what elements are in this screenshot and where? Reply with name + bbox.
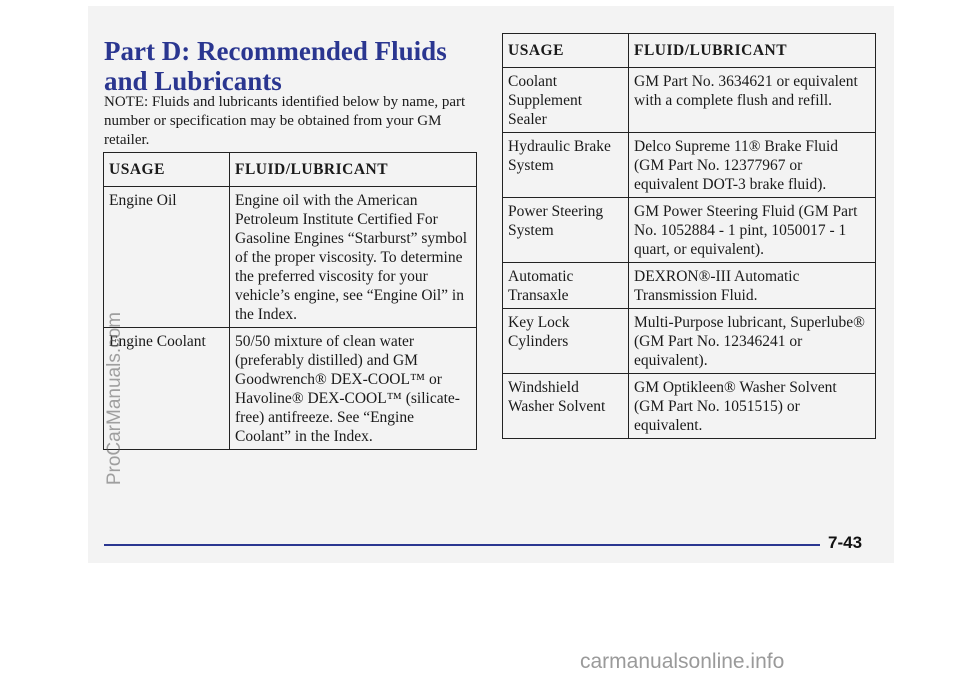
note-text: NOTE: Fluids and lubricants identified below by name, part number or specification may be obtained from your GM retailer. <box>104 94 466 148</box>
fluid-cell: Delco Supreme 11® Brake Fluid (GM Part No. 12377967 or equivalent DOT-3 brake fluid). <box>629 133 876 198</box>
fluid-cell: GM Part No. 3634621 or equivalent with a complete flush and refill. <box>629 68 876 133</box>
footer-rule <box>104 544 820 546</box>
side-watermark-text: ProCarManuals.com <box>104 312 125 486</box>
right-fluids-table <box>502 33 876 439</box>
table-row <box>503 263 876 309</box>
fluid-header: FLUID/LUBRICANT <box>230 153 477 187</box>
usage-cell: Windshield Washer Solvent <box>503 374 629 439</box>
table-header-row <box>503 34 876 68</box>
bottom-watermark: carmanualsonline.info <box>580 650 785 673</box>
left-fluids-table <box>103 152 477 450</box>
page-title: Part D: Recommended Fluids and Lubricants <box>104 36 447 96</box>
fluid-cell: DEXRON®-III Automatic Transmission Fluid. <box>629 263 876 309</box>
usage-cell: Engine Coolant <box>104 328 230 450</box>
usage-header: USAGE <box>104 153 230 187</box>
table-header-row <box>104 153 477 187</box>
table-row <box>503 198 876 263</box>
usage-cell: Power Steering System <box>503 198 629 263</box>
usage-cell: Key Lock Cylinders <box>503 309 629 374</box>
usage-header: USAGE <box>503 34 629 68</box>
table-row <box>104 328 477 450</box>
side-watermark <box>104 139 126 486</box>
usage-cell: Engine Oil <box>104 187 230 328</box>
fluid-cell: GM Power Steering Fluid (GM Part No. 1052884 - 1 pint, 1050017 - 1 quart, or equivalent). <box>629 198 876 263</box>
usage-cell: Automatic Transaxle <box>503 263 629 309</box>
usage-cell: Hydraulic Brake System <box>503 133 629 198</box>
table-row <box>503 68 876 133</box>
table-row <box>503 309 876 374</box>
fluid-header: FLUID/LUBRICANT <box>629 34 876 68</box>
table-row <box>104 187 477 328</box>
fluid-cell: Engine oil with the American Petroleum Institute Certified For Gasoline Engines “Starburst” symbol of the proper viscosity. To determine the preferred viscosity for your vehicle’s engine, see “Engine Oil” in the Index. <box>230 187 477 328</box>
usage-cell: Coolant Supplement Sealer <box>503 68 629 133</box>
fluid-cell: 50/50 mixture of clean water (preferably distilled) and GM Goodwrench® DEX-COOL™ or Havoline® DEX-COOL™ (silicate-free) antifreeze. See “Engine Coolant” in the Index. <box>230 328 477 450</box>
fluid-cell: GM Optikleen® Washer Solvent (GM Part No. 1051515) or equivalent. <box>629 374 876 439</box>
fluid-cell: Multi-Purpose lubricant, Superlube® (GM Part No. 12346241 or equivalent). <box>629 309 876 374</box>
page-number: 7-43 <box>828 533 863 552</box>
table-row <box>503 133 876 198</box>
table-row <box>503 374 876 439</box>
